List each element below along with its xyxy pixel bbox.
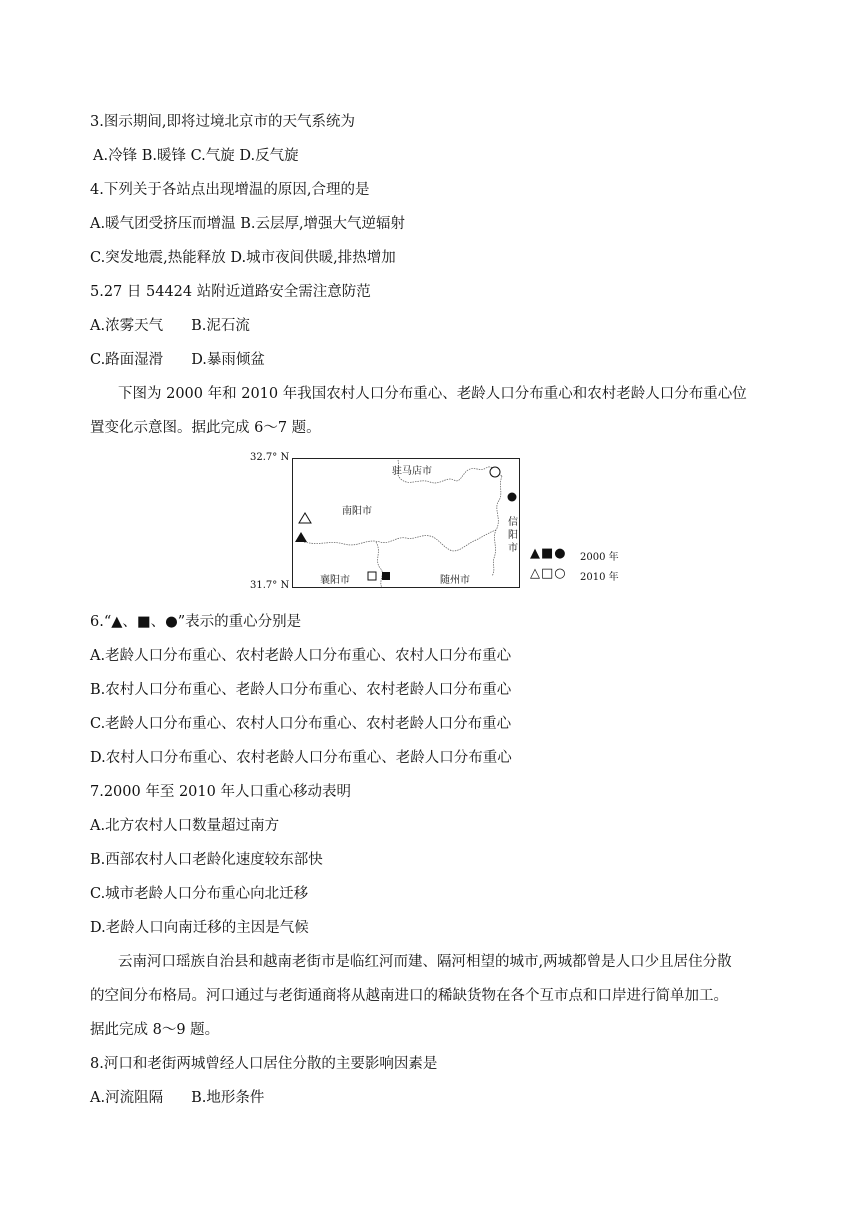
marker-triangle-outline-2010 — [299, 513, 311, 523]
city-zhumadian: 驻马店市 — [392, 466, 432, 477]
q5-option-b: B.泥石流 — [191, 318, 250, 334]
q8-option-a: A.河流阻隔 — [90, 1090, 164, 1106]
city-suizhou: 随州市 — [440, 575, 470, 586]
q6-stem: 6.“▲、■、●”表示的重心分别是 — [90, 614, 302, 630]
intro-8-9-line3: 据此完成 8～9 题。 — [90, 1022, 220, 1038]
q5-options-cd — [90, 350, 265, 370]
q6-option-c: C.老龄人口分布重心、农村人口分布重心、农村老龄人口分布重心 — [90, 716, 512, 732]
q6-option-b: B.农村人口分布重心、老龄人口分布重心、农村老龄人口分布重心 — [90, 682, 512, 698]
q6-option-a: A.老龄人口分布重心、农村老龄人口分布重心、农村人口分布重心 — [90, 648, 512, 664]
q5-stem: 5.27 日 54424 站附近道路安全需注意防范 — [90, 284, 371, 300]
intro-8-9-line2: 的空间分布格局。河口通过与老街通商将从越南进口的稀缺货物在各个互市点和口岸进行简单加工。 — [90, 988, 728, 1004]
q6-option-d: D.农村人口分布重心、农村老龄人口分布重心、老龄人口分布重心 — [90, 750, 512, 766]
q3-options: A.冷锋 B.暖锋 C.气旋 D.反气旋 — [93, 148, 299, 164]
q8-options-ab — [90, 1088, 264, 1108]
q7-option-b: B.西部农村人口老龄化速度较东部快 — [90, 852, 323, 868]
boundary-xiangyang-suizhou — [376, 542, 382, 588]
population-centroid-map — [240, 446, 660, 598]
q7-option-c: C.城市老龄人口分布重心向北迁移 — [90, 886, 309, 902]
q3-stem: 3.图示期间,即将过境北京市的天气系统为 — [90, 114, 355, 130]
boundary-henan-hubei — [304, 530, 496, 551]
q5-option-a: A.浓雾天气 — [90, 318, 164, 334]
legend-2000-label: 2000 年 — [580, 552, 619, 563]
q7-option-d: D.老龄人口向南迁移的主因是气候 — [90, 920, 309, 936]
q8-stem: 8.河口和老街两城曾经人口居住分散的主要影响因素是 — [90, 1056, 438, 1072]
q5-option-d: D.暴雨倾盆 — [191, 352, 265, 368]
legend-2000-symbols: ▲■● — [530, 546, 567, 561]
q7-option-a: A.北方农村人口数量超过南方 — [90, 818, 280, 834]
marker-square-outline-2010 — [368, 572, 376, 580]
city-xiangyang: 襄阳市 — [320, 575, 350, 586]
boundary-east — [492, 476, 502, 576]
q7-stem: 7.2000 年至 2010 年人口重心移动表明 — [90, 784, 351, 800]
intro-6-7-line1: 下图为 2000 年和 2010 年我国农村人口分布重心、老龄人口分布重心和农村老龄人口分布重心位 — [118, 386, 747, 402]
q5-option-c: C.路面湿滑 — [90, 352, 164, 368]
legend-2010-symbols: △□○ — [530, 566, 567, 581]
q5-options-ab — [90, 316, 250, 336]
marker-square-filled-2000 — [382, 572, 390, 580]
lat-bottom-label: 31.7° N — [250, 580, 290, 591]
city-xinyang: 信阳市 — [508, 517, 518, 554]
marker-circle-outline-2010 — [490, 467, 500, 477]
q8-option-b: B.地形条件 — [191, 1090, 265, 1106]
intro-8-9-line1: 云南河口瑶族自治县和越南老街市是临红河而建、隔河相望的城市,两城都曾是人口少且居住分散 — [118, 954, 732, 970]
marker-circle-filled-2000 — [508, 493, 517, 502]
lat-top-label: 32.7° N — [250, 452, 290, 463]
city-nanyang: 南阳市 — [342, 506, 372, 517]
legend-2010-label: 2010 年 — [580, 572, 619, 583]
intro-6-7-line2: 置变化示意图。据此完成 6～7 题。 — [90, 420, 321, 436]
q4-options-ab: A.暖气团受挤压而增温 B.云层厚,增强大气逆辐射 — [90, 216, 406, 232]
q4-stem: 4.下列关于各站点出现增温的原因,合理的是 — [90, 182, 370, 198]
marker-triangle-filled-2000 — [295, 532, 307, 542]
q4-options-cd: C.突发地震,热能释放 D.城市夜间供暖,排热增加 — [90, 250, 396, 266]
